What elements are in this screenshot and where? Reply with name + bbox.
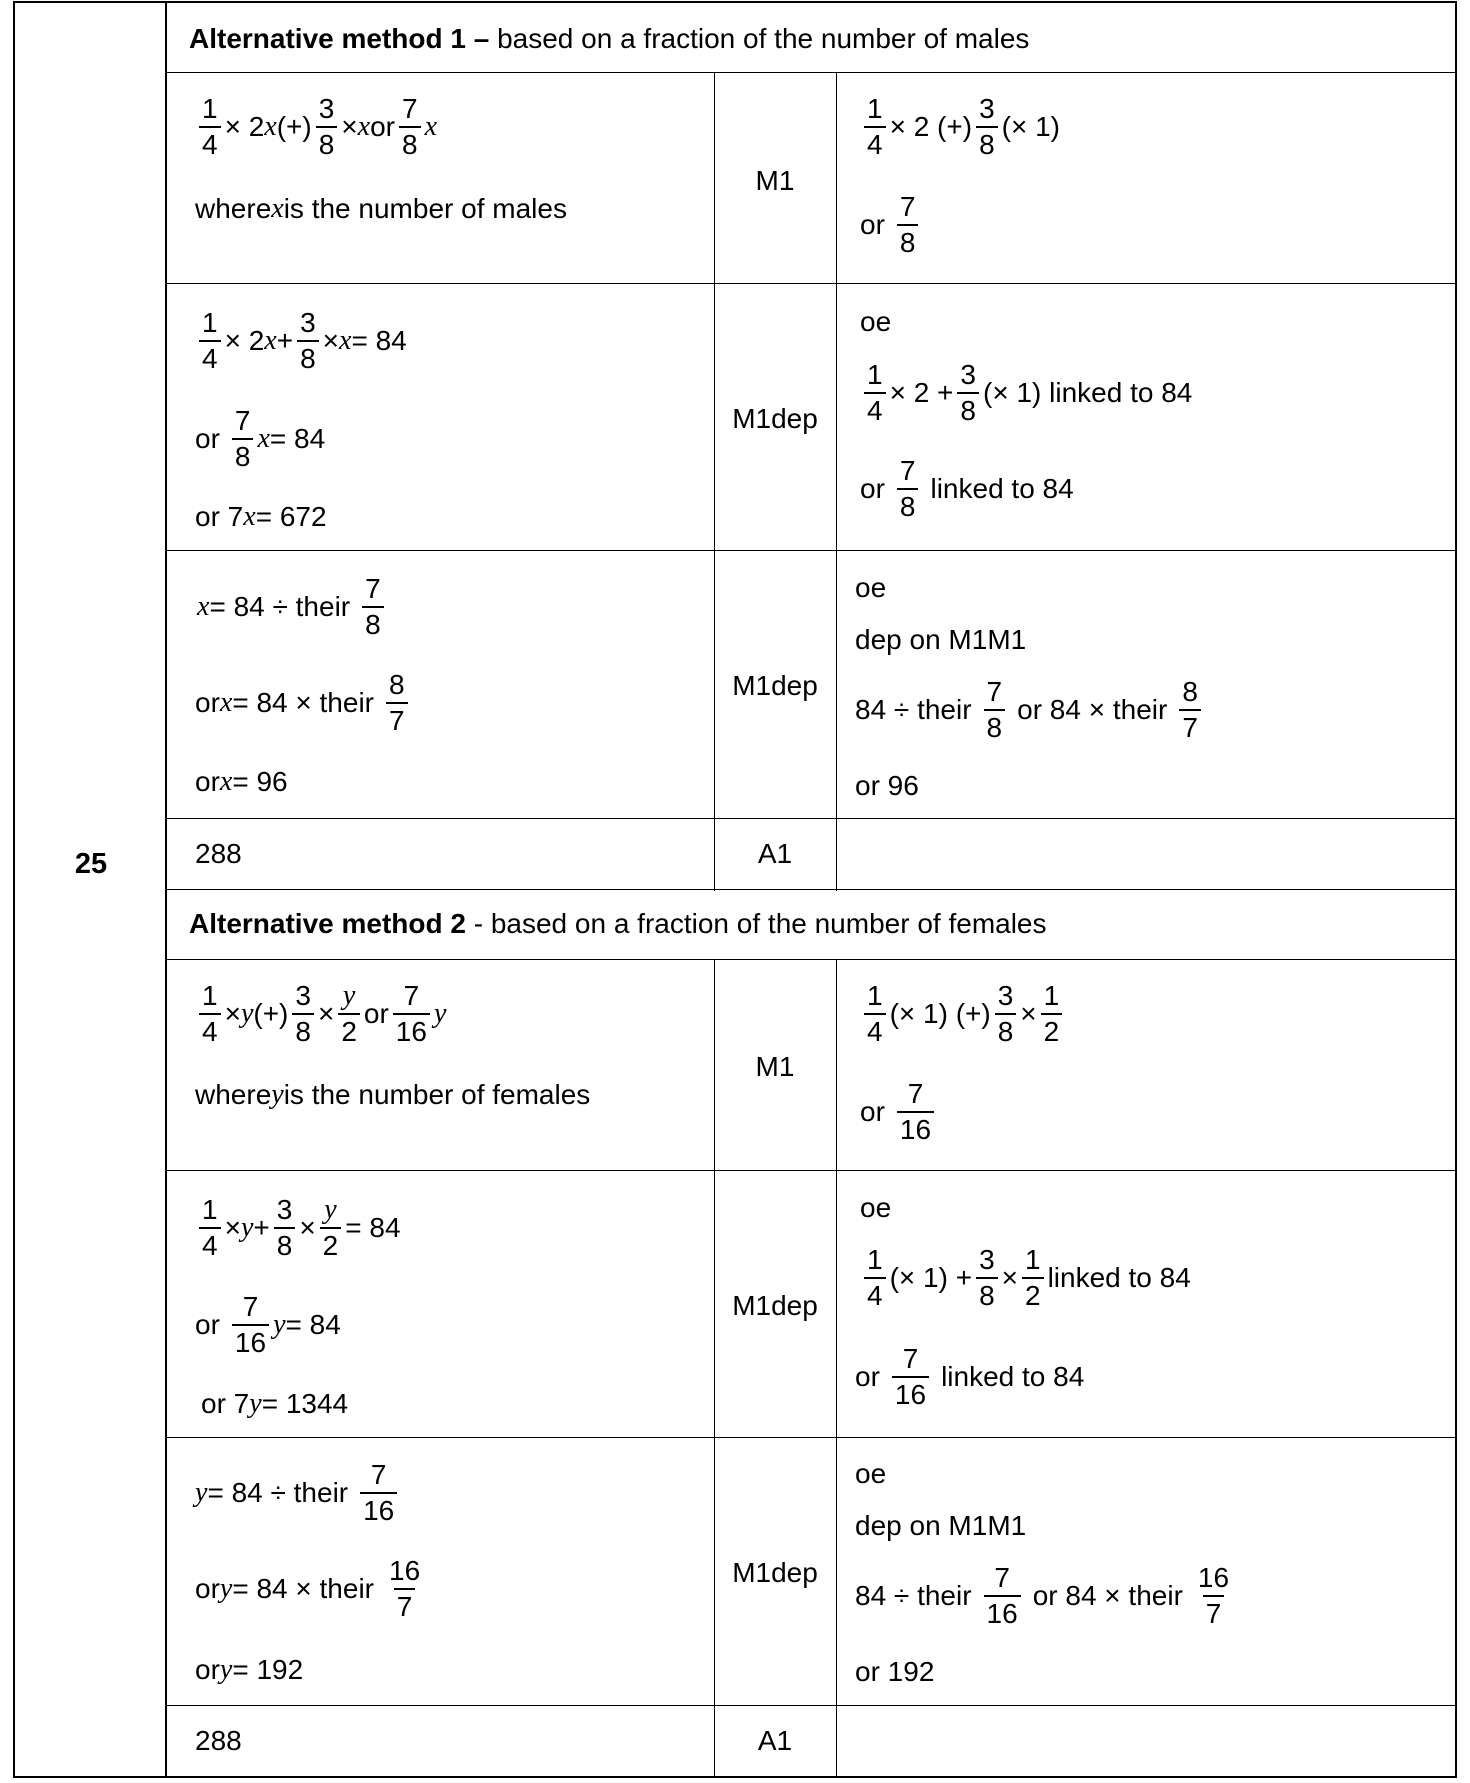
mark-code: M1dep [732, 1290, 818, 1321]
mark-code: M1 [755, 165, 795, 196]
row-divider [167, 1170, 1455, 1171]
question-number-cell [13, 1, 165, 1778]
row-divider [167, 889, 1455, 890]
method-grid: Alternative method 1 – based on a fraction of the number of males $\frac{1}{4}$ × 2 x (+) $\frac{3}{8}$ × x or $\frac{7}{8}$ x where x is the number of males M1 $\frac{1}{4}$ × 2 (+) $\frac{3}{8}$ (× 1) or $\frac{7}{8}$ $\frac{1}{4}$ × 2 x + $\frac{3}{8}$ × x = 84 or $\frac{7}{8}$ x = 84 or 7 x = 672 M1dep oe $\frac{1}{4}$ × 2 + $\frac{3}{8}$ (× 1) linked to 84 or $\frac{7}{8}$ linked to 84 x = 84 ÷ their $\frac{7}{8}$ or x = 84 × their $\frac{8}{7}$ or x = 96 M1dep oe dep on M1M1 84 ÷ their $\frac{7}{8}$ or 84 × their $\frac{8}{7}$ or 96 288 A1 Alternative method 2 - based on a fraction of the number of females $\frac{1}{4}$ × y (+) $\frac{3}{8}$ × $\frac{y}{2}$ or $\frac{7}{16}$ y where y is the number of females M1 $\frac{1}{4}$ (× 1) (+) $\frac{3}{8}$ × $\frac{1}{2}$ or $\frac{7}{16}$ $\frac{1}{4}$ × y + $\frac{3}{8}$ × $\frac{y}{2}$ = 84 or $\frac{7}{16}$ y = 84 or 7 y = 1344 M1dep oe $\frac{1}{4}$ (× 1) + $\frac{3}{8}$ × $\frac{1}{2}$ linked to 84 or $\frac{7}{16}$ linked to 84 y = 84 ÷ their $\frac{7}{16}$ or y = 84 × their $\frac{16}{7}$ or y = 192 M1dep oe dep on M1M1 84 ÷ their $\frac{7}{16}$ or 84 × their $\frac{16}{7}$ or 192 288 A1 [165, 1, 1457, 1778]
row-divider [167, 283, 1455, 284]
row-divider [167, 550, 1455, 551]
mark-code: M1 [755, 1051, 795, 1082]
mark-code: A1 [757, 1725, 793, 1756]
method-2-header: Alternative method 2 - based on a fraction of the number of females [189, 908, 1047, 939]
question-number: 25 [74, 848, 108, 880]
row-divider [167, 1437, 1455, 1438]
mark-code: M1dep [732, 670, 818, 701]
column-divider [836, 960, 837, 1778]
row-divider [167, 959, 1455, 960]
row-divider [167, 1705, 1455, 1706]
mark-code: A1 [757, 838, 793, 869]
mark-scheme-table [13, 1, 1457, 1778]
column-divider [836, 73, 837, 891]
row-divider [167, 72, 1455, 73]
row-divider [167, 818, 1455, 819]
method-1-header: Alternative method 1 – based on a fraction of the number of males [189, 23, 1030, 54]
method-2-answer: 288 [195, 1725, 242, 1756]
mark-code: M1dep [732, 1557, 818, 1588]
mark-code: M1dep [732, 403, 818, 434]
method-1-answer: 288 [195, 838, 242, 869]
